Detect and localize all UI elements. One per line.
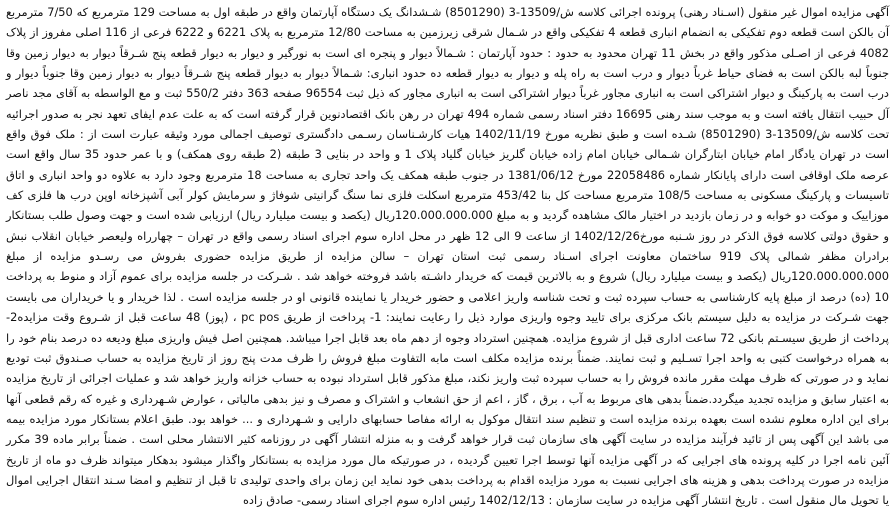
auction-notice-body: آگهی مزایده اموال غیر منقول (اسـناد رهنی) پرونده اجرائی کلاسه ش/13509-3 (8501290) شـشدانگ یک دستگاه آپارتمان واقع در طبقه اول به مساحت 129 مترمربع که 7/50 مترمربع آن بالکن است قطعه دوم تفکیکی به انضمام انباری قطعه 4 تفکیکی واقع در شـمال شرقی زیرزمین به مساحت 12/80 مترمربع به پلاک 6221 و 6222 فرعی از 116 اصلی مفروز از پلاک 4082 فرعی از اصـلی مذکور واقع در بخش 11 تهران محدود به حدود : حدود آپارتمان : شـمالاً دیوار و پنجره ای است به نورگیر و دیوار به دیوار قطعه پنج شـرقاً دیوار به دیوار زمین وقا جنوباً لبه بالکن است به فضای حیاط غرباً دیوار و درب است به راه پله و دیوار به دیوار قطعه ده حدود انباری: شـمالاً دیوار به دیوار قطعه پنج شـرقاً دیوار به دیوار زمین وقا جنوباً دیوار و درب است به پارکینگ و دیوار اشتراکی است به انباری مجاور غرباً دیوار اشتراکی است به انباری مجاور که ذیل ثبت 96554 صفحه 363 دفتر 550/2 ثبت و مع الواسطه به آقای مجد ناصر آل حبیب انتقال یافته است و به موجب سند رهنی 16695 دفتر اسناد رسمی شماره 494 تهران در رهن بانک اقتصادنوین قرار گرفته است که به علت عدم ایفای تعهد نجر به صدور اجرائیه تحت کلاسه ش/13509-3 (8501290) شـده است و طبق نظریه مورخ 1402/11/19 هیات کارشـناسان رسـمی دادگستری توصیف اجمالی مورد وثیقه عبارت است از : ملک فوق واقع است در تهران یادگار امام خیابان ابتارگران شـمالی خیابان امام زاده خیابان گلریز خیابان گلیاد پلاک 1 و واحد در بنایی 3 طبقه (2 طبقه روی همکف) و با عمر حدود 35 سال واقع است عرصه ملک اوقافی است دارای پایانکار شماره 22058486 مورخ 1381/06/12 در جنوب طبقه همکف یک واحد تجاری به مساحت 18 مترمربع وجود دارد به علاوه دو واحد انباری و اتاق تاسیسات و پارکینگ مسکونی به مساحت 108/5 مترمربع مساحت کل بنا 453/42 مترمربع اسکلت فلزی نما سنگ گرانیتی شوفاژ و سرمایش کولر آبی آشپزخانه اوپن درب ها فلزی کف موزاییک و موکت دو خوابه و در زمان بازدید در اختیار مالک مشاهده گردید و به مبلغ 120.000.000.000ریال (یکصد و بیست میلیارد ریال) ارزیابی شده است و جهت وصول طلب بستانکار و حقوق دولتی کلاسه فوق الذکر در روز شـنبه مورخ1402/12/26 از ساعت 9 الی 12 ظهر در محل اداره سوم اجرای اسناد رسمی واقع در تهران – چهارراه ولیعصر خیابان انقلاب نبش برادران مظفر شمالی پلاک 919 ساختمان معاونت اجرای اسـناد رسمی ثبت استان تهران – سالن مزایده از طریق مزایده حضوری بفروش می رسـدو مزایده از مبلغ 120.000.000.000ریال (یکصد و بیست میلیارد ریال) شروع و به بالاترین قیمت که خریدار داشـته باشد فروخته خواهد شد . شـرکت در جلسه مزایده برای عموم آزاد و منوط به پرداخت 10 (ده) درصد از مبلغ پایه کارشناسی به حساب سپرده ثبت و تحت شناسه واریز اعلامی و حضور خریدار یا نماینده قانونی او در جلسه مزایده است . لذا خریدار و یا خریداران می بایست جهت شـرکت در مزایده به دلیل سیستم بانک مرکزی برای تایید وجوه واریزی موارد ذیل را رعایت نمایند: 1- پرداخت از طریق pc pos ، (پوز) 48 ساعت قبل از شـروع وقت مزایده2- پرداخت از طریق سیسـتم بانکی 72 ساعت اداری قبل از شروع مزایده. همچنین استرداد وجوه از دهم ماه بعد قابل اجرا میباشد. همچنین اصل فیش واریزی مبلغ ودیعه ده درصد بنام خود را به همراه درخواست کتبی به واحد اجرا تسـلیم و ثبت نمایند. ضمناً برنده مزایده مکلف است مابه التفاوت مبلغ فروش را ظرف مدت پنج روز از تاریخ مزایده به حساب صـندوق ثبت تودیع نماید و در صورتی که ظرف مهلت مقرر مانده فروش را به حساب سپرده ثبت واریز نکند، مبلغ مذکور قابل استرداد نبوده به حساب خزانه واریز خواهد شد و عملیات اجرائی از تاریخ مزایده به اعتبار سابق و مزایده تجدید میگردد.ضمناً بدهی های مربوط به آب ، برق ، گاز ، اعم از حق انشعاب و اشتراک و مصرف و نیز بدهی مالیاتی ، عوارض شـهرداری و غیره که رقم قطعی آنها برای این اداره معلوم نشده است بعهده برنده مزایده است و تنظیم سند انتقال موکول به ارائه مفاصا حسابهای دارایی و شـهرداری و ... خواهد بود. طبق اعلام بستانکار مورد مزایده بیمه می باشد این آگهی پس از تائید فرآیند مزایده در سایت آگهی های سازمان ثبت قرار خواهد گرفت و به منزله انتشار آگهی در روزنامه کثیر الانتشار محلی است . ضمناً برابر ماده 39 مکرر آئین نامه اجرا در کلیه پرونده های اجرایی که در آگهی مزایده آنها توسط اجرا تعیین گردیده ، در صورتیکه مال مورد مزایده به بستانکار واگذار میشود بدهکار میتواند ظرف دو ماه از تاریخ مزایده در صورت پرداخت بدهی و هزینه های اجرایی نسبت به مورد مزایده اقدام به پرداخت بدهی خود نماید این زمان برای واحدی تولیدی تا قبل از تنظیم و امضا سـند انتقال اجرایی اموال یا تحویل مال منقول است . تاریخ انتشار آگهی مزایده در سایت سازمان : 1402/12/13 رئیس اداره سوم اجرای اسناد رسمی- صادق زاده — [6, 5, 890, 508]
